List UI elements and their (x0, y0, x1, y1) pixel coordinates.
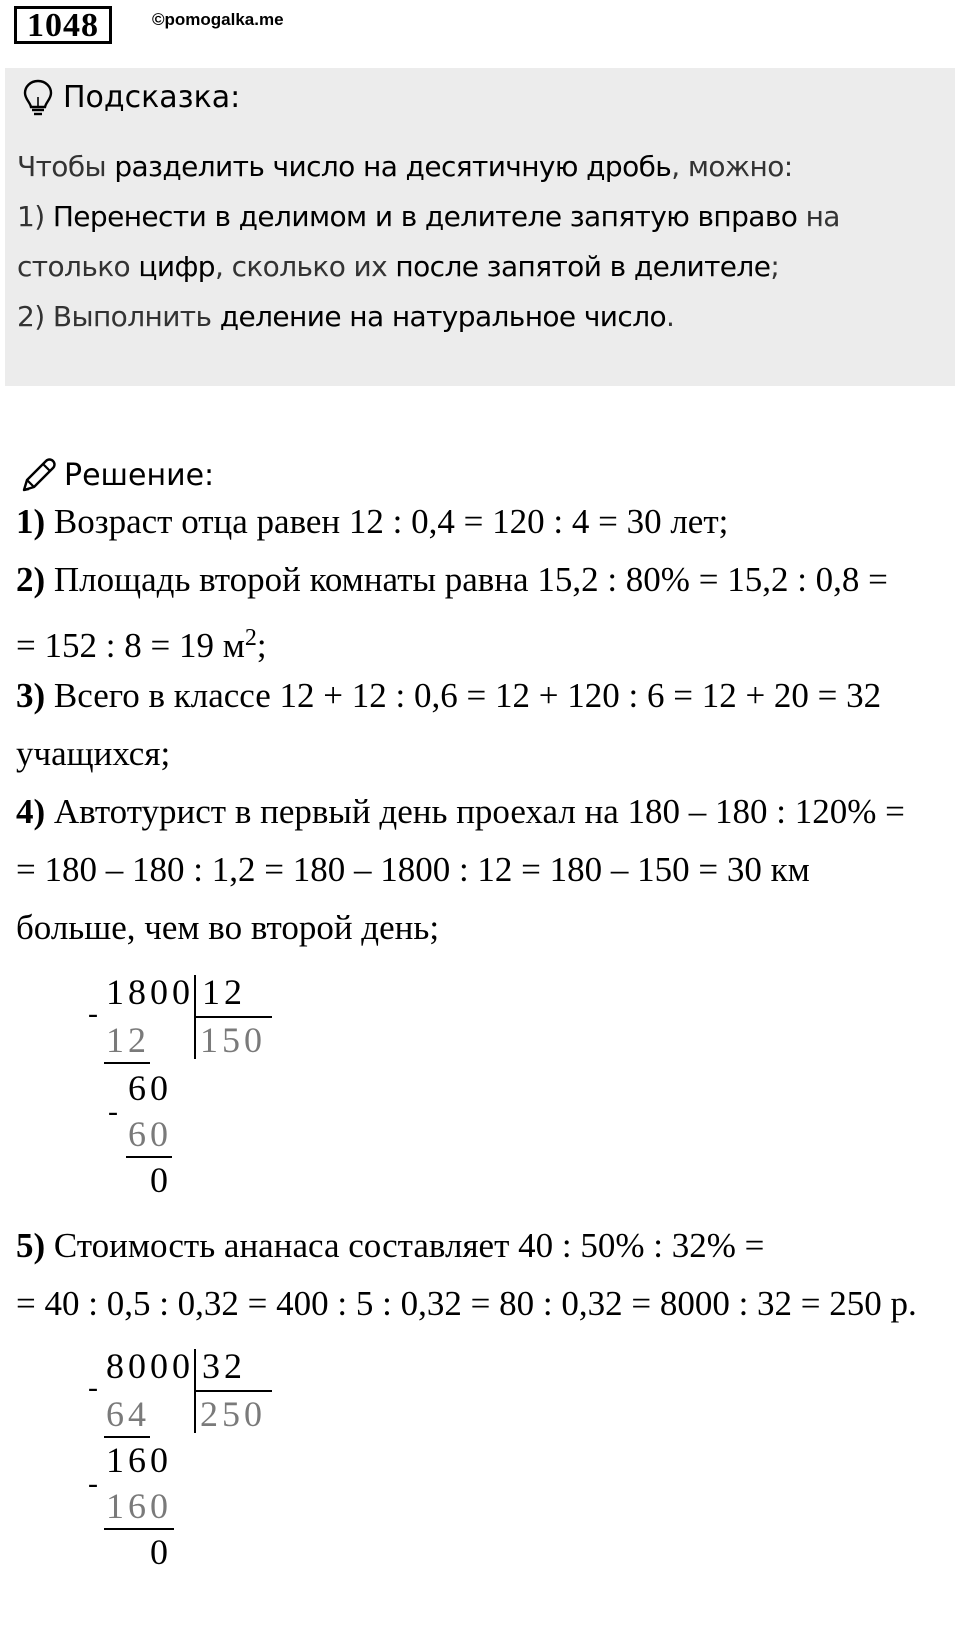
hint-emphasis: деление на натуральное число (219, 300, 667, 333)
solution-step-2-cont (16, 618, 267, 666)
dividend: 1800 (106, 972, 194, 1012)
hint-segment: на (797, 200, 840, 233)
step-text: Площадь второй комнаты равна 15,2 : 80% = 15,2 : 0,8 = (45, 560, 888, 599)
hint-emphasis: разделить число на десятичную дробь (114, 150, 672, 183)
pencil-icon (18, 456, 58, 496)
solution-step-5 (16, 1226, 764, 1266)
subtraction-line (104, 1528, 174, 1530)
hint-title (23, 78, 240, 118)
step-text: Всего в классе 12 + 12 : 0,6 = 12 + 120 : 6 = 12 + 20 = 32 (45, 676, 882, 715)
hint-emphasis: цифр (138, 250, 215, 283)
hint-segment: , сколько их (214, 250, 396, 283)
subtraction-line (104, 1436, 150, 1438)
final-remainder: 0 (150, 1160, 172, 1200)
site-watermark: ©pomogalka.me (152, 10, 284, 29)
final-remainder: 0 (150, 1532, 172, 1572)
hint-segment: Чтобы (17, 150, 115, 183)
minus-sign: - (88, 997, 98, 1030)
solution-step-4-cont (16, 850, 810, 890)
divisor-underline (196, 1390, 272, 1392)
step-text: Стоимость ананаса составляет 40 : 50% : 32% = (45, 1226, 765, 1265)
minus-sign: - (88, 1371, 98, 1404)
quotient: 150 (200, 1020, 266, 1060)
subtrahend: 64 (106, 1394, 150, 1434)
step-text: учащихся; (16, 734, 171, 773)
step-text: ; (256, 626, 267, 665)
remainder: 60 (128, 1068, 172, 1108)
superscript: 2 (244, 625, 257, 651)
solution-step-4-cont2 (16, 908, 439, 948)
step-text: Автотурист в первый день проехал на 180 – 180 : 120% = (45, 792, 905, 831)
hint-segment: столько (17, 250, 139, 283)
subtrahend: 12 (106, 1020, 150, 1060)
solution-step-5-cont (16, 1284, 917, 1324)
hint-emphasis: Перенести в делимом и в делителе запятую вправо (52, 200, 798, 233)
hint-segment: 2) Выполнить (17, 300, 220, 333)
hint-line (17, 192, 947, 242)
solution-step-3 (16, 676, 881, 716)
problem-number: 1048 (14, 6, 112, 44)
hint-segment: 1) (17, 200, 53, 233)
step-number: 3) (16, 676, 46, 715)
solution-step-1 (16, 502, 728, 542)
step-text: = 152 : 8 = 19 м (16, 626, 245, 665)
step-text: = 40 : 0,5 : 0,32 = 400 : 5 : 0,32 = 80 : 0,32 = 8000 : 32 = 250 р. (16, 1284, 917, 1323)
hint-text (17, 142, 947, 342)
step-number: 1) (16, 502, 46, 541)
hint-segment: ; (770, 250, 780, 283)
quotient: 250 (200, 1394, 266, 1434)
hint-line (17, 142, 947, 192)
minus-sign: - (88, 1467, 98, 1500)
subtrahend: 60 (128, 1114, 172, 1154)
subtrahend: 160 (106, 1486, 172, 1526)
subtraction-line (104, 1062, 150, 1064)
hint-line (17, 292, 947, 342)
divisor-underline (196, 1016, 272, 1018)
hint-segment: . (666, 300, 675, 333)
solution-step-2 (16, 560, 888, 600)
step-number: 2) (16, 560, 46, 599)
lightbulb-icon (23, 79, 53, 117)
divisor: 32 (202, 1346, 246, 1386)
hint-emphasis: после запятой в делителе (395, 250, 771, 283)
hint-box (5, 68, 955, 386)
hint-title-text: Подсказка: (63, 80, 241, 115)
solution-step-3-cont (16, 734, 170, 774)
step-text: = 180 – 180 : 1,2 = 180 – 1800 : 12 = 180 – 150 = 30 км (16, 850, 810, 889)
minus-sign: - (108, 1095, 118, 1128)
hint-line (17, 242, 947, 292)
step-text: больше, чем во второй день; (16, 908, 440, 947)
solution-title (18, 456, 214, 496)
divisor: 12 (202, 972, 246, 1012)
hint-segment: , можно: (671, 150, 793, 183)
step-number: 5) (16, 1226, 46, 1265)
step-text: Возраст отца равен 12 : 0,4 = 120 : 4 = 30 лет; (45, 502, 729, 541)
solution-step-4 (16, 792, 905, 832)
dividend: 8000 (106, 1346, 194, 1386)
step-number: 4) (16, 792, 46, 831)
subtraction-line (126, 1156, 172, 1158)
remainder: 160 (106, 1440, 172, 1480)
solution-title-text: Решение: (64, 458, 215, 493)
